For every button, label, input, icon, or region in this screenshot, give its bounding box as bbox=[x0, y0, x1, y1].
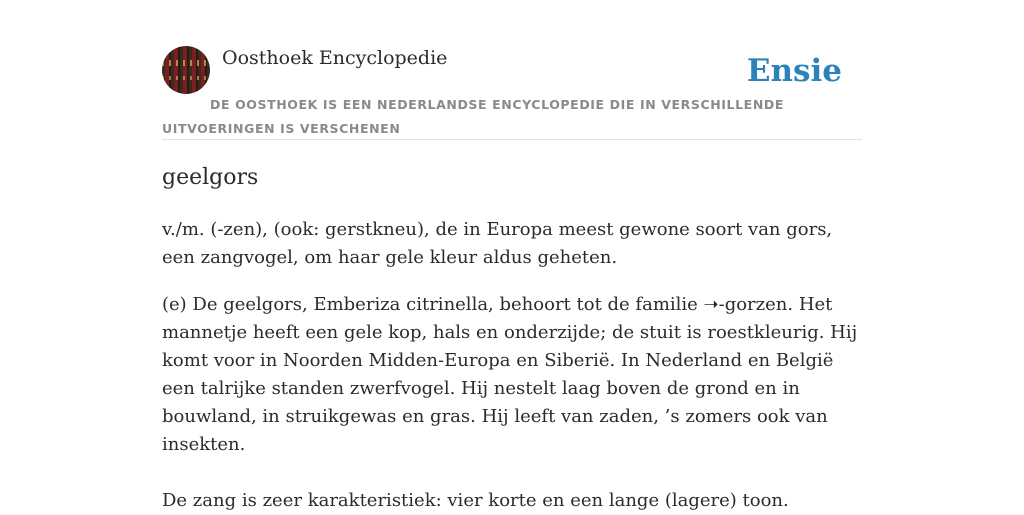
books-avatar-icon[interactable] bbox=[162, 46, 210, 94]
article-body bbox=[162, 216, 867, 515]
song-paragraph: De zang is zeer karakteristiek: vier korte en een lange (lagere) toon. bbox=[162, 490, 789, 511]
description-paragraph: (e) De geelgors, Emberiza citrinella, behoort tot de familie ➝-gorzen. Het mannetje heeft een gele kop, hals en onderzijde; de stuit is roestkleurig. Hij komt voor in Noorden Midden-Europa en Siberië. In Nederland en België een talrijke standen zwerfvogel. Hij nestelt laag boven de grond en in bouwland, in struikgewas en gras. Hij leeft van zaden, ’s zomers ook van insekten. bbox=[162, 294, 858, 455]
definition-paragraph: v./m. (-zen), (ook: gerstkneu), de in Europa meest gewone soort van gors, een zangvogel, om haar gele kleur aldus geheten. bbox=[162, 219, 833, 268]
header-divider bbox=[162, 139, 862, 140]
site-tagline: DE OOSTHOEK IS EEN NEDERLANDSE ENCYCLOPEDIE DIE IN VERSCHILLENDE UITVOERINGEN IS VERSCHENEN bbox=[162, 97, 784, 136]
article-term: geelgors bbox=[162, 165, 259, 190]
ensie-logo[interactable]: Ensie bbox=[746, 53, 842, 89]
site-title[interactable]: Oosthoek Encyclopedie bbox=[222, 47, 448, 69]
